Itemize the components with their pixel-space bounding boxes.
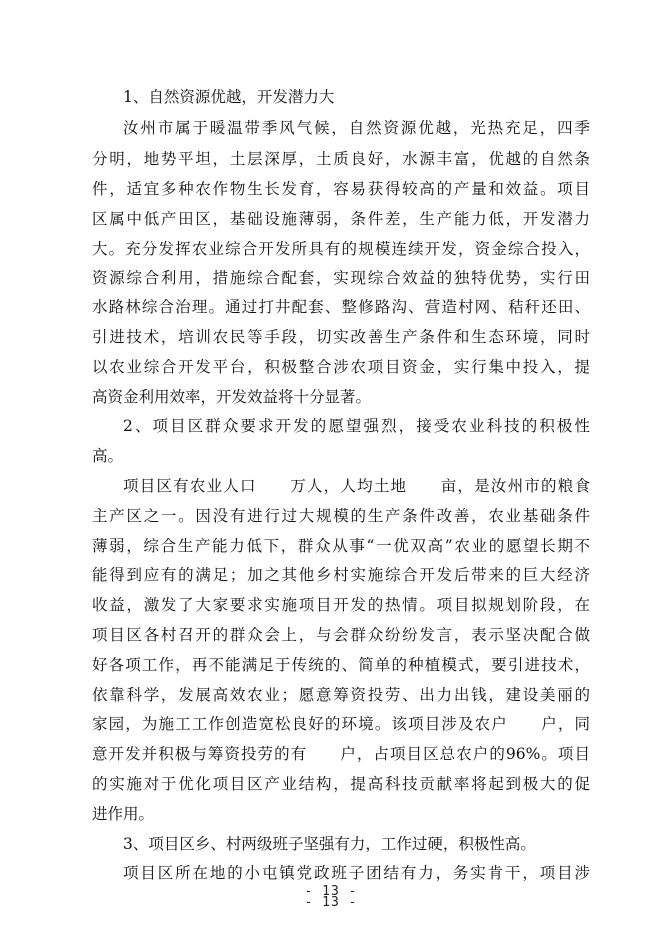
paragraph-line: 以农业综合开发平台，积极整合涉农项目资金，实行集中投入，提 xyxy=(92,358,590,376)
page-number xyxy=(0,886,662,908)
paragraph-line: 区属中低产田区，基础设施薄弱，条件差，生产能力低，开发潜力 xyxy=(92,210,590,228)
paragraph-line: 汝州市属于暖温带季风气候，自然资源优越，光热充足，四季 xyxy=(123,119,590,137)
paragraph-line: 水路林综合治理。通过打井配套、整修路沟、营造村网、秸秆还田、 xyxy=(92,298,590,316)
section-heading-2: 2、项目区群众要求开发的愿望强烈，接受农业科技的积极性 xyxy=(123,417,590,435)
paragraph-line: 进作用。 xyxy=(92,805,155,823)
paragraph-line: 的实施对于优化项目区产业结构，提高科技贡献率将起到极大的促 xyxy=(92,775,590,793)
paragraph-line: 收益，激发了大家要求实施项目开发的热情。项目拟规划阶段，在 xyxy=(92,596,590,614)
section-heading-2-continued: 高。 xyxy=(92,447,124,465)
paragraph-line: 能得到应有的满足；加之其他乡村实施综合开发后带来的巨大经济 xyxy=(92,566,590,584)
paragraph-line: 项目区各村召开的群众会上，与会群众纷纷发言，表示坚决配合做 xyxy=(92,626,590,644)
paragraph-line: 项目区有农业人口 万人，人均土地 亩，是汝州市的粮食 xyxy=(123,477,590,495)
paragraph-line: 家园，为施工工作创造宽松良好的环境。该项目涉及农户 户，同 xyxy=(92,715,590,733)
page-number-top: - 13 - xyxy=(304,884,358,899)
page-number-bottom: - 13 - xyxy=(304,895,358,910)
paragraph-line: 高资金利用效率，开发效益将十分显著。 xyxy=(92,388,372,406)
paragraph-line: 意开发并积极与筹资投劳的有 户，占项目区总农户的96%。项目 xyxy=(92,745,590,763)
paragraph-line: 薄弱，综合生产能力低下，群众从事“一优双高”农业的愿望长期不 xyxy=(92,537,590,555)
paragraph-line: 主产区之一。因没有进行过大规模的生产条件改善，农业基础条件 xyxy=(92,507,590,525)
section-heading-1: 1、自然资源优越，开发潜力大 xyxy=(123,88,335,106)
paragraph-line: 件，适宜多种农作物生长发育，容易获得较高的产量和效益。项目 xyxy=(92,180,590,198)
paragraph-line: 大。充分发挥农业综合开发所具有的规模连续开发，资金综合投入， xyxy=(92,240,590,258)
paragraph-line: 资源综合利用，措施综合配套，实现综合效益的独特优势，实行田 xyxy=(92,269,590,287)
paragraph-line: 分明，地势平坦，土层深厚，土质良好，水源丰富，优越的自然条 xyxy=(92,150,590,168)
paragraph-line: 好各项工作，再不能满足于传统的、简单的种植模式，要引进技术， xyxy=(92,656,590,674)
paragraph-line: 项目区所在地的小屯镇党政班子团结有力，务实肯干，项目涉 xyxy=(123,864,590,882)
paragraph-line: 引进技术，培训农民等手段，切实改善生产条件和生态环境，同时 xyxy=(92,328,590,346)
section-heading-3: 3、项目区乡、村两级班子坚强有力，工作过硬，积极性高。 xyxy=(123,835,536,853)
paragraph-line: 依靠科学，发展高效农业；愿意筹资投劳、出力出钱，建设美丽的 xyxy=(92,686,590,704)
